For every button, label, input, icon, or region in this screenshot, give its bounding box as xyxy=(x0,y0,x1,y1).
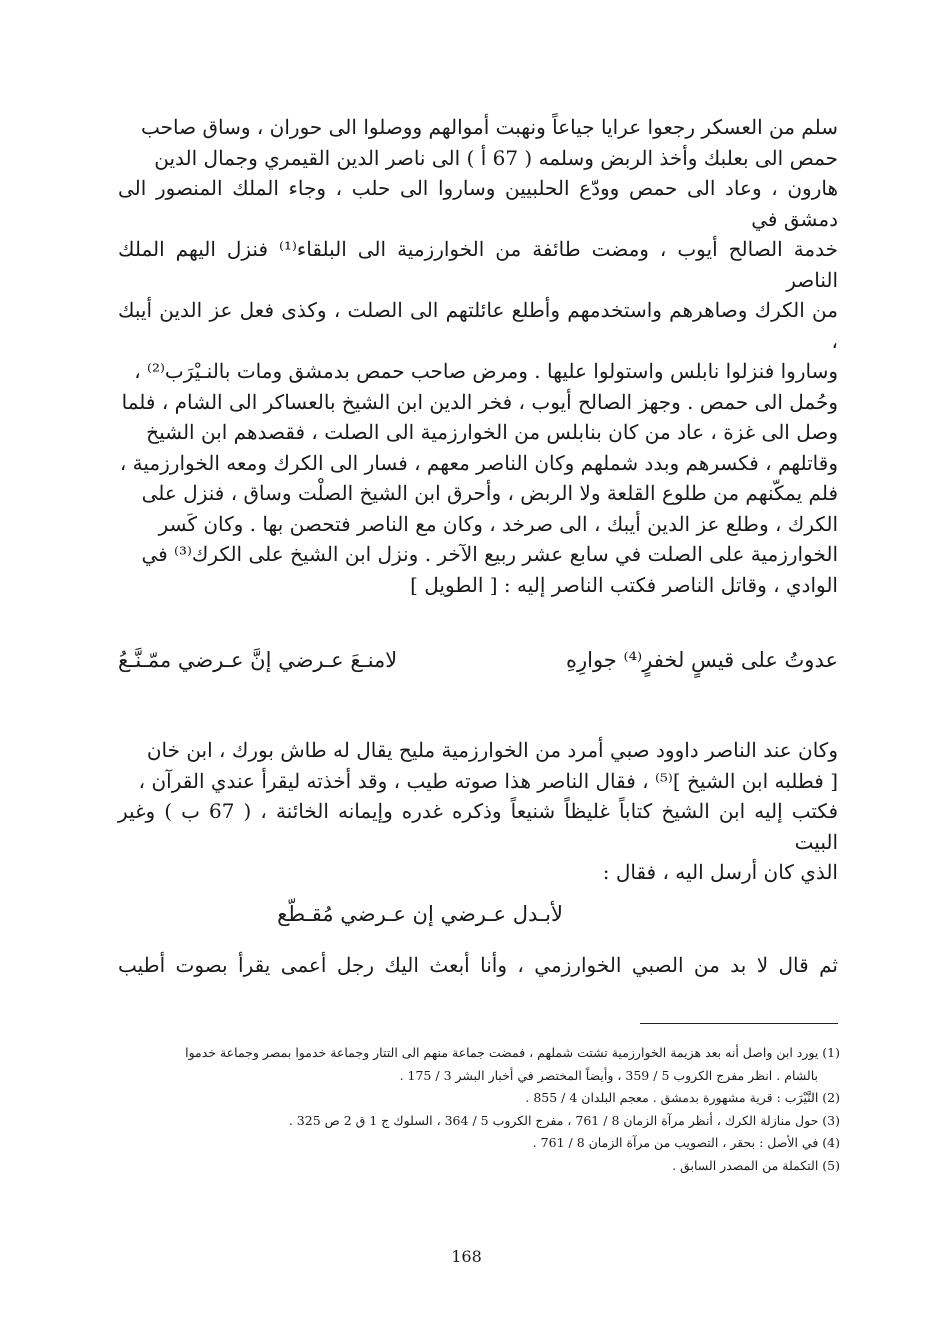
text-line: سلم من العسكر رجعوا عرايا جياعاً ونهبت أموالهم ووصلوا الى حوران ، وساق صاحب xyxy=(141,115,838,139)
footnote-3: (3) حول منازلة الكرك ، أنظر مرآة الزمان 8 / 761 ، مفرج الكروب 5 / 364 ، السلوك ج 1 ق 2 ص 325 . xyxy=(288,1112,840,1128)
text-line: الكرك ، وطلع عز الدين أيبك ، الى صرخد ، وكان مع الناصر فتحصن بها . وكان كَسر xyxy=(158,511,838,536)
verse-first-hemistich: عدوتُ على قيسٍ لخفرٍ⁽⁴⁾ جوارِهِ xyxy=(565,648,838,672)
text-line: فكتب إليه ابن الشيخ كتاباً غليظاً شنيعاً وذكره غدره وإيمانه الخائنة ، ( 67 ب ) وغير البيت xyxy=(118,799,838,854)
footnote-4: (4) في الأصل : بحقر ، التصويب من مرآة الزمان 8 / 761 . xyxy=(532,1135,840,1150)
footnote-separator xyxy=(640,1023,838,1024)
text-line: من الكرك وصاهرهم واستخدمهم وأطلع عائلتهم الى الصلت ، وكذى فعل عز الدين أيبك ، xyxy=(118,298,838,353)
closing-line: ثم قال لا بد من الصبي الخوارزمي ، وأنا أبعث اليك رجل أعمى يقرأ بصوت أطيب xyxy=(118,953,838,977)
text-line: الذي كان أرسل اليه ، فقال : xyxy=(602,860,838,884)
footnote-1 xyxy=(100,1042,840,1087)
footnote-2: (2) النَّيْرَب : قرية مشهورة بدمشق . معجم البلدان 4 / 855 . xyxy=(525,1090,840,1105)
text-line: وقاتلهم ، فكسرهم وبدد شملهم وكان الناصر معهم ، فسار الى الكرك ومعه الخوارزمية ، xyxy=(119,450,838,475)
text-line: وكان عند الناصر داوود صبي أمرد من الخوارزمية مليح يقال له طاش بورك ، ابن خان xyxy=(146,738,838,762)
footnote-5: (5) التكملة من المصدر السابق . xyxy=(672,1157,840,1173)
main-paragraph-1 xyxy=(118,112,838,600)
verse-second-hemistich: لامنـعَ عـرضي إنَّ عـرضي ممّـنَّـعُ xyxy=(118,648,398,672)
text-line: الوادي ، وقاتل الناصر فكتب الناصر إليه : [ الطويل ] xyxy=(410,572,838,597)
page-number: 168 xyxy=(451,1247,482,1266)
poem-verse-2: لأبـدل عـرضي إن عـرضي مُقـطّع xyxy=(277,902,563,926)
text-line: وصل الى غزة ، عاد من كان بنابلس من الخوارزمية الى الصلت ، فقصدهم ابن الشيخ xyxy=(146,420,838,444)
footnotes xyxy=(100,1042,840,1177)
text-line: الخوارزمية على الصلت في سابع عشر ربيع الآخر . ونزل ابن الشيخ على الكرك⁽³⁾ في xyxy=(141,542,838,566)
text-line: [ فطلبه ابن الشيخ ]⁽⁵⁾ ، فقال الناصر هذا صوته طيب ، وقد أخذته ليقرأ عندي القرآن ، xyxy=(138,768,838,793)
text-line: وساروا فنزلوا نابلس واستولوا عليها . ومرض صاحب حمص بدمشق ومات بالنـيْرَب⁽²⁾ ، xyxy=(134,359,838,383)
text-line: وحُمل الى حمص . وجهز الصالح أيوب ، فخر الدين ابن الشيخ بالعساكر الى الشام ، فلما xyxy=(121,389,838,414)
main-paragraph-2 xyxy=(118,735,838,888)
footnote-text-continued: بالشام . انظر مفرج الكروب 5 / 359 ، وأيضاً المختصر في أخبار البشر 3 / 175 . xyxy=(399,1067,818,1083)
poem-verse-1 xyxy=(118,645,838,675)
text-line: فلم يمكّنهم من طلوع القلعة ولا الربض ، وأحرق ابن الشيخ الصلْت وساق ، فنزل على xyxy=(141,481,838,505)
footnote-text: (1) يورد ابن واصل أنه بعد هزيمة الخوارزمية تشتت شملهم ، فمضت جماعة منهم الى التتار وجماعة خدموا بمصر وجماعة خدموا xyxy=(185,1045,840,1060)
text-line: حمص الى بعلبك وأخذ الربض وسلمه ( 67 أ ) الى ناصر الدين القيمري وجمال الدين xyxy=(154,145,838,170)
text-line: هارون ، وعاد الى حمص وودّع الحلبيين وساروا الى حلب ، وجاء الملك المنصور الى دمشق في xyxy=(118,176,838,231)
text-line: خدمة الصالح أيوب ، ومضت طائفة من الخوارزمية الى البلقاء⁽¹⁾ فنزل اليهم الملك الناصر xyxy=(118,237,838,292)
